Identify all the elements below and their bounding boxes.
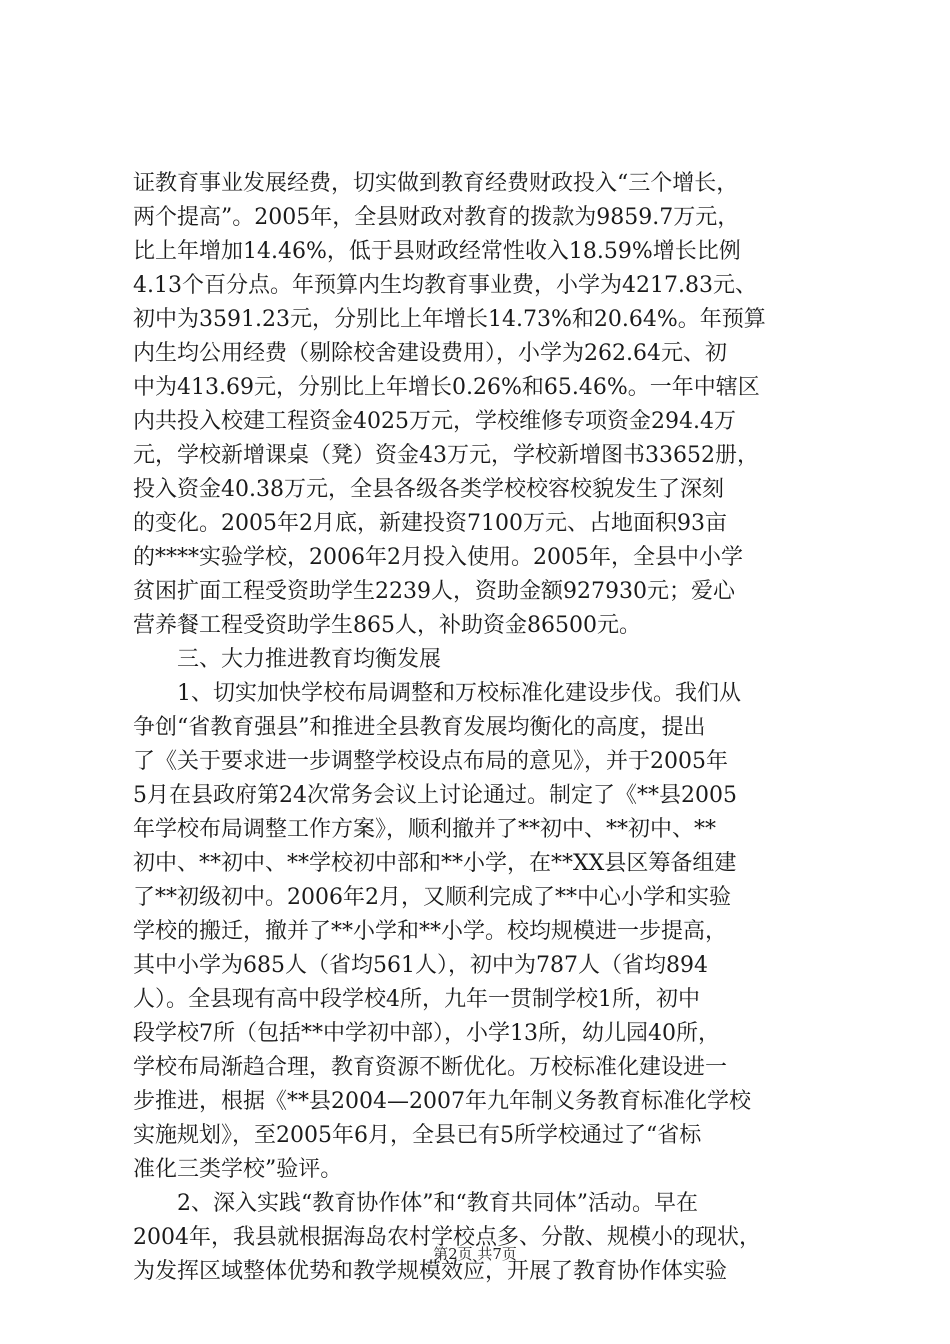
text-line: 其中小学为685人（省均561人），初中为787人（省均894 xyxy=(133,953,708,978)
text-line: 元，学校新增课桌（凳）资金43万元，学校新增图书33652册， xyxy=(133,443,759,468)
text-line: 实施规划》，至2005年6月，全县已有5所学校通过了“省标 xyxy=(133,1123,702,1148)
text-line: 4.13个百分点。年预算内生均教育事业费，小学为4217.83元、 xyxy=(133,273,757,298)
text-line: 证教育事业发展经费，切实做到教育经费财政投入“三个增长， xyxy=(133,171,739,196)
text-line: 学校的搬迁，撤并了**小学和**小学。校均规模进一步提高， xyxy=(133,919,728,944)
text-line: 了《关于要求进一步调整学校设点布局的意见》，并于2005年 xyxy=(133,749,728,774)
text-line: 1、切实加快学校布局调整和万校标准化建设步伐。我们从 xyxy=(177,681,741,706)
text-line: 初中为3591.23元，分别比上年增长14.73%和20.64%。年预算 xyxy=(133,307,766,332)
text-line: 营养餐工程受资助学生865人，补助资金86500元。 xyxy=(133,613,641,638)
text-line: 内共投入校建工程资金4025万元，学校维修专项资金294.4万 xyxy=(133,409,736,434)
text-line: 2、深入实践“教育协作体”和“教育共同体”活动。早在 xyxy=(177,1191,698,1216)
text-line: 段学校7所（包括**中学初中部），小学13所，幼儿园40所， xyxy=(133,1021,720,1046)
text-line: 三、大力推进教育均衡发展 xyxy=(177,647,442,672)
text-line: 为发挥区域整体优势和教学规模效应，开展了教育协作体实验 xyxy=(133,1259,728,1284)
text-line: 的变化。2005年2月底，新建投资7100万元、占地面积93亩 xyxy=(133,511,727,536)
text-line: 投入资金40.38万元，全县各级各类学校校容校貌发生了深刻 xyxy=(133,477,724,502)
text-line: 两个提高”。2005年，全县财政对教育的拨款为9859.7万元， xyxy=(133,205,740,230)
text-line: 初中、**初中、**学校初中部和**小学，在**XX县区筹备组建 xyxy=(133,851,737,876)
text-line: 人）。全县现有高中段学校4所，九年一贯制学校1所，初中 xyxy=(133,987,700,1012)
text-line: 了**初级初中。2006年2月，又顺利完成了**中心小学和实验 xyxy=(133,885,731,910)
text-line: 中为413.69元，分别比上年增长0.26%和65.46%。一年中辖区 xyxy=(133,375,760,400)
text-line: 内生均公用经费（剔除校舍建设费用），小学为262.64元、初 xyxy=(133,341,727,366)
text-line: 比上年增加14.46%，低于县财政经常性收入18.59%增长比例 xyxy=(133,239,741,264)
text-line: 的****实验学校，2006年2月投入使用。2005年，全县中小学 xyxy=(133,545,743,570)
text-line: 5月在县政府第24次常务会议上讨论通过。制定了《**县2005 xyxy=(133,783,737,808)
text-line: 步推进，根据《**县2004—2007年九年制义务教育标准化学校 xyxy=(133,1089,751,1114)
text-line: 争创“省教育强县”和推进全县教育发展均衡化的高度，提出 xyxy=(133,715,706,740)
page-footer: 第2页 共7页 xyxy=(433,1245,517,1263)
text-line: 年学校布局调整工作方案》，顺利撤并了**初中、**初中、** xyxy=(133,817,717,842)
text-line: 准化三类学校”验评。 xyxy=(133,1157,343,1182)
text-line: 贫困扩面工程受资助学生2239人，资助金额927930元；爱心 xyxy=(133,579,735,604)
document-body xyxy=(133,167,838,1289)
text-line: 学校布局渐趋合理，教育资源不断优化。万校标准化建设进一 xyxy=(133,1055,728,1080)
text-line: 2004年，我县就根据海岛农村学校点多、分散、规模小的现状， xyxy=(133,1225,761,1250)
